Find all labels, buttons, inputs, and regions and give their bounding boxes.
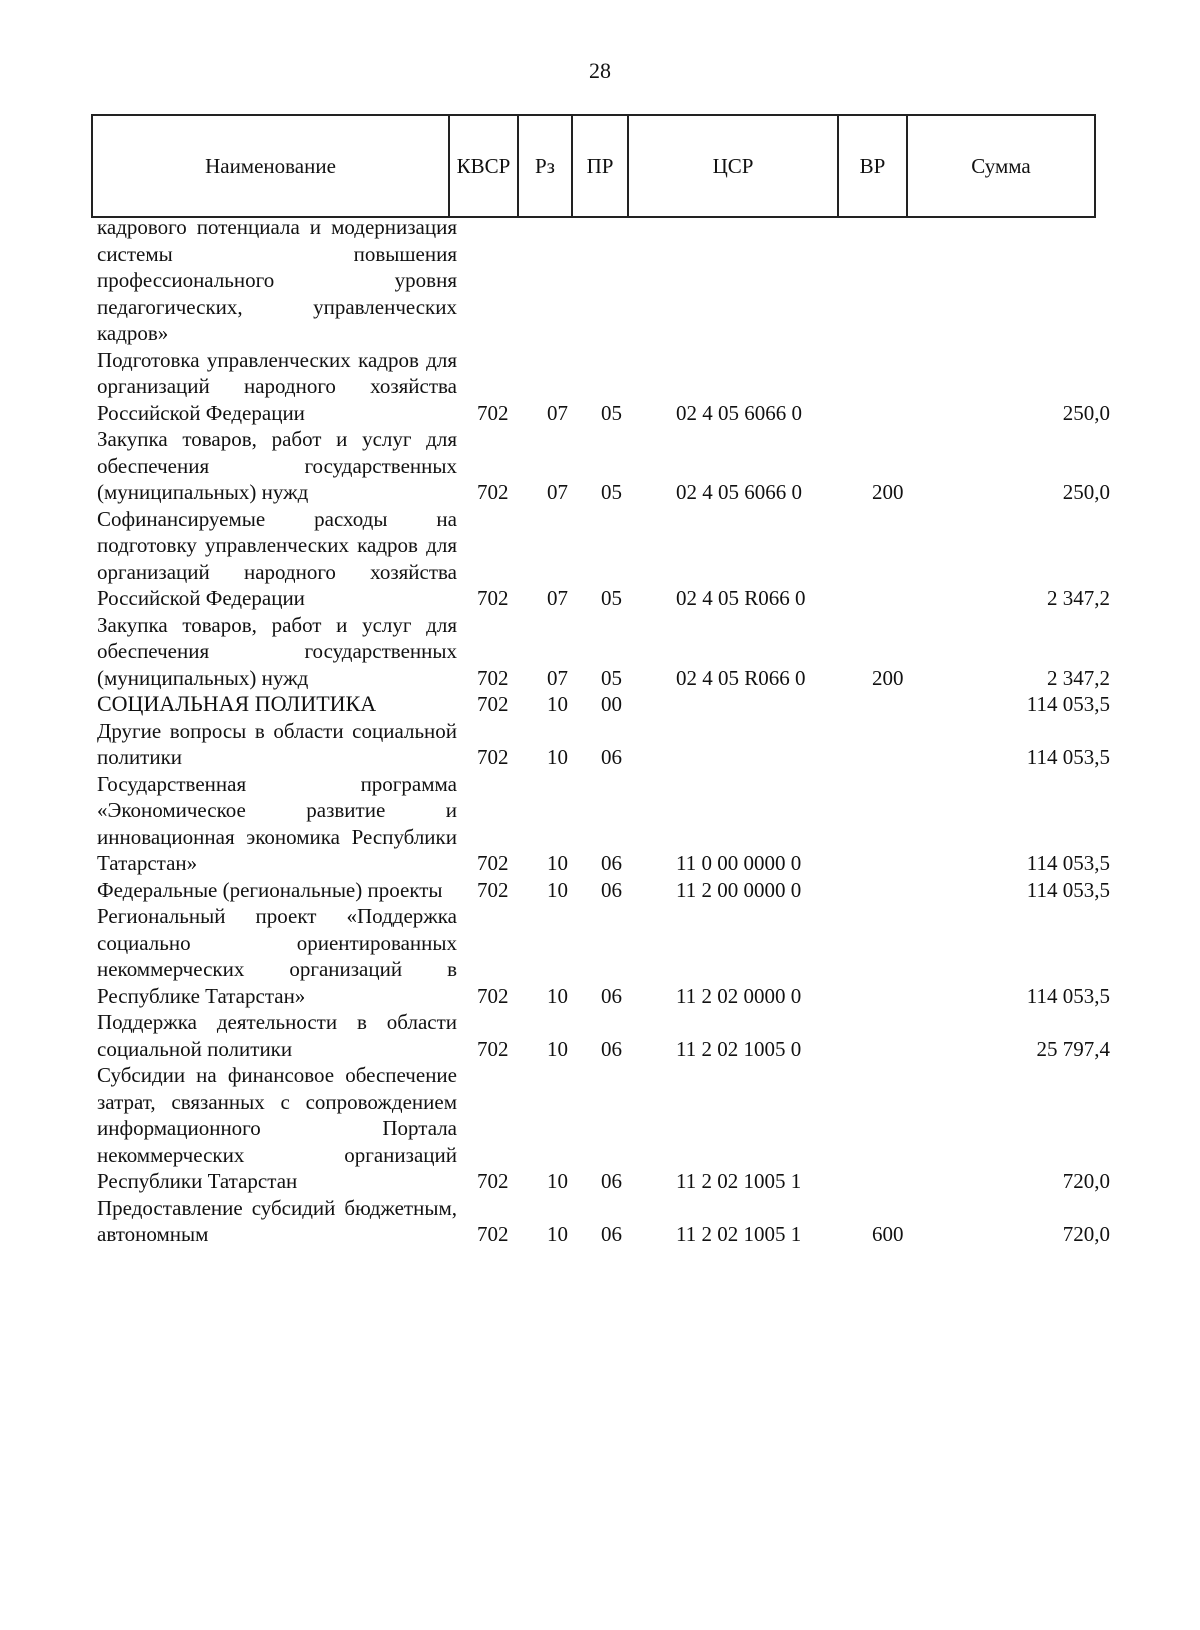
row-pr: 06 <box>601 745 622 769</box>
row-kvsr: 702 <box>477 692 509 716</box>
row-sum: 250,0 <box>1062 400 1110 425</box>
row-sum: 25 797,4 <box>1036 1036 1110 1061</box>
row-rz: 07 <box>547 665 568 690</box>
table-row <box>0 1009 1200 1062</box>
row-kvsr: 702 <box>477 665 509 690</box>
row-pr: 06 <box>601 983 622 1008</box>
row-kvsr: 702 <box>477 877 509 902</box>
row-rz: 10 <box>547 983 568 1008</box>
table-row <box>0 1062 1200 1195</box>
header-sum: Сумма <box>907 115 1095 217</box>
row-kvsr: 702 <box>477 480 509 504</box>
row-kvsr: 702 <box>477 983 509 1008</box>
row-csr: 11 2 02 0000 0 <box>676 983 802 1008</box>
row-name: Другие вопросы в области социальной политики <box>97 718 457 769</box>
row-vr: 200 <box>872 480 904 504</box>
row-csr: 11 2 02 1005 1 <box>676 1169 802 1193</box>
row-sum: 114 053,5 <box>1026 745 1110 769</box>
header-kvsr: КВСР <box>449 115 518 217</box>
row-kvsr: 702 <box>477 1036 509 1061</box>
row-pr: 05 <box>601 480 622 504</box>
row-csr: 11 2 00 0000 0 <box>676 877 802 902</box>
row-name: кадрового потенциала и модернизация системы повышения профессионального уровня педагогических, управленческих кадров» <box>97 215 457 345</box>
table-row-section <box>0 691 1200 718</box>
row-vr: 200 <box>872 665 904 690</box>
header-vr: ВР <box>838 115 907 217</box>
row-name: Подготовка управленческих кадров для организаций народного хозяйства Российской Федерации <box>97 347 457 425</box>
row-rz: 07 <box>547 400 568 425</box>
row-name: Поддержка деятельности в области социальной политики <box>97 1010 457 1061</box>
row-csr: 11 2 02 1005 0 <box>676 1036 802 1061</box>
page-number: 28 <box>589 58 611 83</box>
table-body <box>0 214 1200 1248</box>
row-rz: 07 <box>547 586 568 610</box>
row-rz: 10 <box>547 692 568 716</box>
row-pr: 05 <box>601 586 622 610</box>
row-rz: 10 <box>547 851 568 875</box>
row-name: СОЦИАЛЬНАЯ ПОЛИТИКА <box>97 691 377 716</box>
row-rz: 10 <box>547 1222 568 1246</box>
row-name: Субсидии на финансовое обеспечение затрат, связанных с сопровождением информационного Портала некоммерческих организаций Республики Татарстан <box>97 1063 457 1193</box>
row-pr: 06 <box>601 1036 622 1061</box>
table-header <box>91 114 1096 218</box>
row-pr: 06 <box>601 1169 622 1193</box>
row-csr: 02 4 05 R066 0 <box>676 665 806 690</box>
row-rz: 10 <box>547 1036 568 1061</box>
row-sum: 114 053,5 <box>1026 877 1110 902</box>
table-row <box>0 718 1200 771</box>
row-rz: 10 <box>547 1169 568 1193</box>
row-sum: 2 347,2 <box>1047 586 1110 610</box>
row-sum: 720,0 <box>1062 1169 1110 1193</box>
row-pr: 06 <box>601 1222 622 1246</box>
row-pr: 05 <box>601 665 622 690</box>
table-row <box>0 877 1200 904</box>
row-pr: 00 <box>601 692 622 716</box>
row-rz: 10 <box>547 877 568 902</box>
row-sum: 114 053,5 <box>1026 692 1110 716</box>
row-sum: 720,0 <box>1062 1222 1110 1246</box>
table-row <box>0 506 1200 612</box>
header-csr: ЦСР <box>628 115 838 217</box>
header-pr: ПР <box>572 115 628 217</box>
row-kvsr: 702 <box>477 400 509 425</box>
row-pr: 06 <box>601 851 622 875</box>
row-name: Закупка товаров, работ и услуг для обеспечения государственных (муниципальных) нужд <box>97 427 457 504</box>
row-kvsr: 702 <box>477 586 509 610</box>
row-sum: 2 347,2 <box>1047 665 1110 690</box>
row-sum: 250,0 <box>1062 480 1110 504</box>
row-csr: 11 2 02 1005 1 <box>676 1222 802 1246</box>
table-row <box>0 1195 1200 1248</box>
row-sum: 114 053,5 <box>1026 983 1110 1008</box>
row-kvsr: 702 <box>477 745 509 769</box>
row-name: Софинансируемые расходы на подготовку управленческих кадров для организаций народного хозяйства Российской Федерации <box>97 506 457 610</box>
row-kvsr: 702 <box>477 1222 509 1246</box>
row-pr: 06 <box>601 877 622 902</box>
row-kvsr: 702 <box>477 1169 509 1193</box>
row-csr: 02 4 05 R066 0 <box>676 586 806 610</box>
row-name: Предоставление субсидий бюджетным, автономным <box>97 1195 457 1246</box>
row-name: Федеральные (региональные) проекты <box>97 877 443 902</box>
table-row <box>0 612 1200 692</box>
row-name: Региональный проект «Поддержка социально ориентированных некоммерческих организаций в Республике Татарстан» <box>97 904 457 1008</box>
table-row <box>0 347 1200 427</box>
table-row <box>0 214 1200 347</box>
row-vr: 600 <box>872 1222 904 1246</box>
table-row <box>0 771 1200 877</box>
header-rz: Рз <box>518 115 572 217</box>
row-rz: 07 <box>547 480 568 504</box>
row-csr: 02 4 05 6066 0 <box>676 480 802 504</box>
table-row <box>0 903 1200 1009</box>
row-rz: 10 <box>547 745 568 769</box>
row-csr: 11 0 00 0000 0 <box>676 851 802 875</box>
row-csr: 02 4 05 6066 0 <box>676 400 802 425</box>
row-sum: 114 053,5 <box>1026 851 1110 875</box>
header-name: Наименование <box>92 115 449 217</box>
table-row <box>0 426 1200 506</box>
row-name: Государственная программа «Экономическое развитие и инновационная экономика Республики Татарстан» <box>97 771 457 875</box>
row-kvsr: 702 <box>477 851 509 875</box>
row-name: Закупка товаров, работ и услуг для обеспечения государственных (муниципальных) нужд <box>97 612 457 690</box>
row-pr: 05 <box>601 400 622 425</box>
